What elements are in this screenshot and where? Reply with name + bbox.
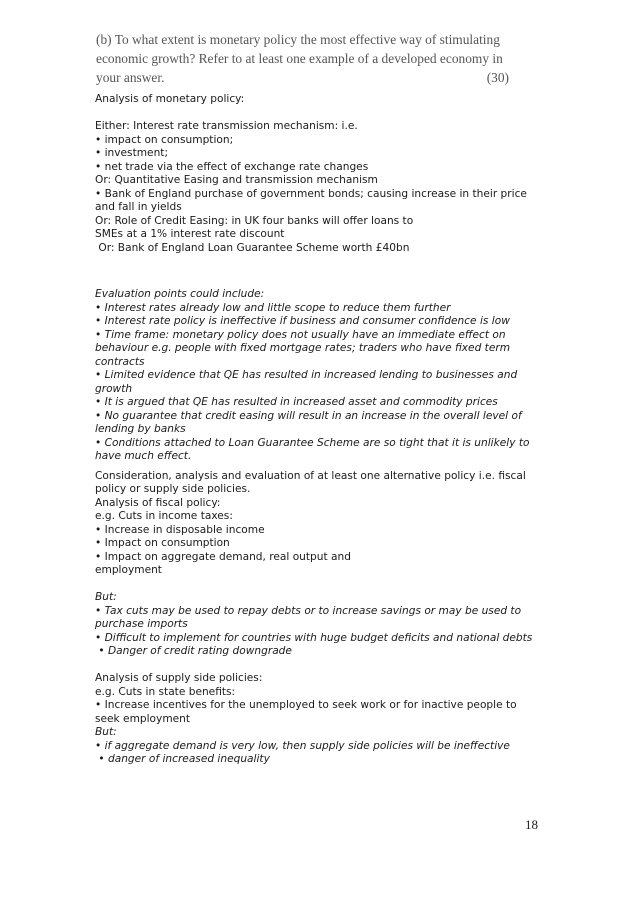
text-line: contracts <box>95 355 145 368</box>
evaluation-section <box>95 288 565 464</box>
section-heading: Analysis of supply side policies: <box>95 672 263 684</box>
bullet-line: • Interest rate policy is ineffective if business and consumer confidence is low <box>95 315 510 327</box>
text-line: seek employment <box>95 712 191 725</box>
text-line: Or: Role of Credit Easing: in UK four banks will offer loans to <box>95 214 414 227</box>
text-line: Consideration, analysis and evaluation of at least one alternative policy i.e. fiscal <box>95 469 526 482</box>
bullet-line: • Impact on consumption <box>95 537 230 549</box>
bullet-line: • Increase in disposable income <box>95 523 265 536</box>
bullet-line: • Impact on aggregate demand, real output and <box>95 550 351 563</box>
question-line: economic growth? Refer to at least one example of a developed economy in <box>96 51 503 66</box>
text-line: and fall in yields <box>95 201 182 213</box>
but-label: But: <box>95 726 117 738</box>
bullet-line: • Interest rates already low and little scope to reduce them further <box>95 301 451 314</box>
text-line: Or: Quantitative Easing and transmission mechanism <box>95 174 378 186</box>
section-heading: Analysis of fiscal policy: <box>95 496 221 509</box>
bullet-line: • Increase incentives for the unemployed to seek work or for inactive people to <box>95 699 517 711</box>
text-line: SMEs at a 1% interest rate discount <box>95 228 285 240</box>
bullet-line: • Difficult to implement for countries with huge budget deficits and national debts <box>95 631 533 644</box>
bullet-line: • No guarantee that credit easing will result in an increase in the overall level of <box>95 409 522 422</box>
question-prompt <box>96 30 516 87</box>
text-line: purchase imports <box>95 618 188 630</box>
question-marks: (30) <box>486 70 509 85</box>
bullet-line: • Tax cuts may be used to repay debts or to increase savings or may be used to <box>95 604 522 617</box>
bullet-line: • net trade via the effect of exchange rate changes <box>95 160 369 173</box>
text-line: policy or supply side policies. <box>95 483 251 495</box>
text-line: growth <box>95 382 133 395</box>
bullet-line: • Limited evidence that QE has resulted in increased lending to businesses and <box>95 369 518 381</box>
text-line: lending by banks <box>95 423 186 435</box>
bullet-line: • Danger of credit rating downgrade <box>95 645 292 657</box>
monetary-policy-section <box>95 93 565 255</box>
question-line: your answer. <box>96 70 165 85</box>
bullet-line: • Conditions attached to Loan Guarantee Scheme are so tight that it is unlikely to <box>95 436 530 449</box>
question-line: (b) To what extent is monetary policy the most effective way of stimulating <box>96 32 500 47</box>
fiscal-policy-section <box>95 470 565 659</box>
bullet-line: • investment; <box>95 147 169 159</box>
mark-scheme-body <box>95 93 565 767</box>
bullet-line: • if aggregate demand is very low, then supply side policies will be ineffective <box>95 739 510 752</box>
text-line: employment <box>95 564 162 576</box>
text-line: e.g. Cuts in state benefits: <box>95 685 236 698</box>
question-last-line <box>96 68 509 87</box>
text-line: Either: Interest rate transmission mechanism: i.e. <box>95 120 358 132</box>
supply-side-section <box>95 672 565 767</box>
text-line: behaviour e.g. people with fixed mortgage rates; traders who have fixed term <box>95 342 511 354</box>
text-line: have much effect. <box>95 450 192 462</box>
bullet-line: • danger of increased inequality <box>95 753 270 765</box>
bullet-line: • It is argued that QE has resulted in increased asset and commodity prices <box>95 396 498 408</box>
bullet-line: • Time frame: monetary policy does not usually have an immediate effect on <box>95 328 506 341</box>
text-line: e.g. Cuts in income taxes: <box>95 510 233 522</box>
section-heading: Analysis of monetary policy: <box>95 93 245 105</box>
bullet-line: • Bank of England purchase of government bonds; causing increase in their price <box>95 187 527 200</box>
but-label: But: <box>95 591 117 603</box>
bullet-line: • impact on consumption; <box>95 133 234 146</box>
text-line: Or: Bank of England Loan Guarantee Scheme worth £40bn <box>95 241 410 254</box>
section-heading: Evaluation points could include: <box>95 288 265 300</box>
page-number: 18 <box>525 817 538 832</box>
